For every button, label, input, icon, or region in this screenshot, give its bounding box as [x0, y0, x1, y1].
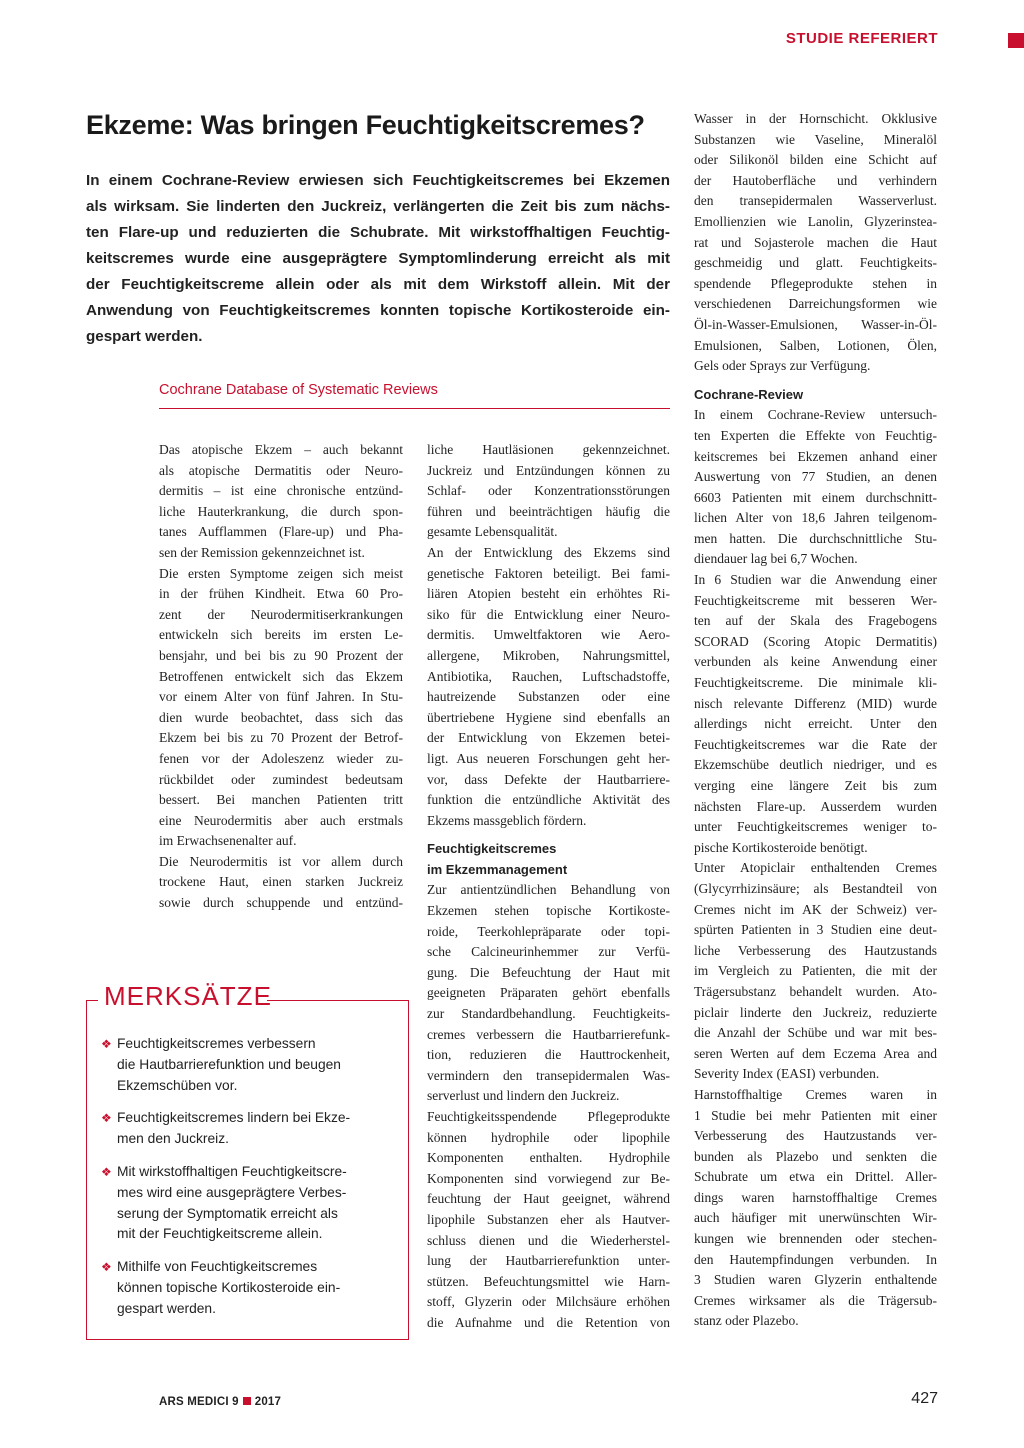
text-line: Ekzemen stehen topische Kortikoste-	[427, 903, 670, 919]
paragraph-gap	[427, 831, 670, 839]
text-line: cremes verbessern die Hautbarrierefunk-	[427, 1026, 670, 1042]
merksatz-line	[101, 1204, 391, 1225]
article-title: Ekzeme: Was bringen Feuchtigkeitscremes?	[86, 110, 645, 140]
merksatz-item	[101, 1108, 391, 1150]
section-marker	[1008, 33, 1024, 48]
subheading: Cochrane-Review	[694, 386, 804, 402]
text-line: allerdings nicht erreicht. Unter den	[694, 716, 937, 732]
text-line: Schubrate um etwa ein Drittel. Aller-	[694, 1169, 937, 1185]
text-line: Juckreiz und Entzündungen können zu	[427, 462, 670, 478]
text-line: 3 Studien waren Glyzerin enthaltende	[694, 1272, 937, 1288]
text-line: der Hautoberfläche und verhindern	[694, 172, 937, 188]
merksatz-text: Mit wirkstoffhaltigen Feuchtigkeitscre-	[117, 1163, 347, 1179]
merksatz-text: Mithilfe von Feuchtigkeitscremes	[117, 1259, 318, 1275]
merksatz-line	[101, 1183, 391, 1204]
merksatz-text: mes wird eine ausgeprägtere Verbes-	[117, 1184, 347, 1200]
text-line: Substanzen wie Vaseline, Mineralöl	[694, 131, 937, 147]
text-line: übertriebene Hygiene sind ebenfalls an	[427, 709, 670, 725]
text-line: SCORAD (Scoring Atopic Dermatitis)	[694, 633, 937, 649]
text-line: Schlaf- oder Konzentrationsstörungen	[427, 483, 670, 499]
lead-line: keitscremes wurde eine ausgeprägtere Symptomlinderung erreicht als mit	[86, 250, 670, 267]
text-line: men hatten. Die durchschnittliche Stu-	[694, 530, 937, 546]
lead-line: Anwendung von Feuchtigkeitscremes konnten topische Kortikosteroide ein-	[86, 302, 670, 319]
text-line: Öl-in-Wasser-Emulsionen, Wasser-in-Öl-	[694, 316, 937, 332]
text-line: Harnstoffhaltige Cremes waren in	[694, 1086, 937, 1102]
merksatz-text: können topische Kortikosteroide ein-	[117, 1279, 341, 1295]
text-line: funktion die entzündliche Aktivität des	[427, 792, 670, 808]
text-line: genetische Faktoren beteiligt. Bei fami-	[427, 565, 670, 581]
section-label: STUDIE REFERIERT	[785, 30, 938, 47]
text-line: verging eine längere Zeit bis zum	[694, 778, 937, 793]
text-line: roide, Teerkohlepräparate oder topi-	[427, 923, 670, 939]
merksatz-text: Ekzemschüben vor.	[117, 1077, 238, 1093]
text-line: 1 Studie bei mehr Patienten mit einer	[694, 1107, 937, 1123]
text-line: Ekzemschübe deutlich niedriger, und es	[694, 757, 937, 773]
text-line: in der frühen Kindheit. Etwa 60 Pro-	[159, 586, 403, 602]
text-line: fenen vor der Adoleszenz wieder zu-	[159, 750, 403, 766]
merksatz-text: men den Juckreiz.	[117, 1131, 229, 1147]
text-line: kungen wie brennenden oder stechen-	[694, 1231, 937, 1247]
merksatz-line	[101, 1129, 391, 1150]
text-line: geschmeidig und glatt. Feuchtigkeits-	[694, 255, 937, 271]
text-line: stanz oder Plazebo.	[694, 1313, 799, 1329]
text-line: eine Neurodermitis aber auch erstmals	[159, 812, 403, 828]
text-line: Gels oder Sprays zur Verfügung.	[694, 358, 871, 374]
text-line: entwickeln sich bereits im ersten Le-	[159, 627, 403, 643]
text-line: den transepidermalen Wasserverlust.	[694, 193, 937, 209]
text-line: Komponenten enthalten. Hydrophile	[427, 1150, 670, 1166]
merksatz-text: die Hautbarrierefunktion und beugen	[117, 1056, 341, 1072]
text-line: serverlust und lindern den Juckreiz.	[427, 1088, 620, 1104]
text-line: nisch relevante Differenz (MID) wurde	[694, 695, 937, 711]
text-line: feuchtung der Haut geeignet, während	[427, 1191, 670, 1207]
merksatz-line	[101, 1055, 391, 1076]
text-line: lung der Hautbarrierefunktion unter-	[427, 1253, 670, 1269]
text-line: rat und Sojasterole machen die Haut	[694, 234, 937, 250]
text-line: rückbildet oder zumindest bedeutsam	[159, 771, 403, 787]
merksatz-line	[101, 1224, 391, 1245]
text-line: Unter Atopiclair enthaltenden Cremes	[694, 860, 937, 876]
text-line: geeigneten Präparaten gehört ebenfalls	[427, 985, 670, 1001]
box-top-rule-left	[86, 1000, 98, 1001]
text-line: lipophile Substanzen eher als Hautver-	[427, 1211, 670, 1227]
text-line: Feuchtigkeitscreme. Die minimale kli-	[694, 675, 937, 691]
text-line: gesamte Lebensqualität.	[427, 524, 558, 540]
diamond-bullet-icon: ❖	[101, 1037, 112, 1051]
text-line: Trägersubstanz behandelt wurden. Ato-	[694, 983, 937, 999]
merksatz-item	[101, 1257, 391, 1319]
text-line: als atopische Dermatitis oder Neuro-	[159, 462, 403, 478]
merksatz-text: mit der Feuchtigkeitscreme allein.	[117, 1226, 323, 1242]
text-line: nächsten Flare-up. Ausserdem wurden	[694, 798, 937, 814]
text-line: Emulsionen, Salben, Lotionen, Ölen,	[694, 337, 937, 353]
text-line: stützen. Befeuchtungsmittel wie Harn-	[427, 1273, 670, 1289]
merksatz-line	[101, 1278, 391, 1299]
text-line: spürten Patienten in 3 Studien eine deut-	[694, 922, 937, 938]
text-line: ten Experten die Effekte von Feuchtig-	[694, 427, 937, 443]
text-line: dermitis – ist eine chronische entzünd-	[159, 483, 403, 499]
journal-year: 2017	[254, 1396, 282, 1408]
page-number: 427	[911, 1390, 938, 1407]
lead-line: als wirksam. Sie linderten den Juckreiz, verlängerten die Zeit bis zum nächs-	[86, 198, 670, 215]
text-line: pische Kortikosteroide benötigt.	[694, 839, 868, 855]
text-line: 6603 Patienten mit einem durchschnitt-	[694, 489, 937, 505]
text-line: Emollienzien wie Lanolin, Glyzerinstea-	[694, 213, 937, 229]
text-line: Severity Index (EASI) verbunden.	[694, 1066, 880, 1082]
lead-line: ten Flare-up und reduzierten die Schubrate. Mit wirkstoffhaltigen Feuchtig-	[86, 224, 670, 241]
text-line: vor einem Alter von fünf Jahren. In Stu-	[159, 689, 403, 705]
text-line: Auswertung von 77 Studien, an denen	[694, 469, 937, 485]
text-line: Ekzems massgeblich fördern.	[427, 812, 587, 828]
text-line: siko für die Entwicklung einer Neuro-	[427, 606, 670, 622]
subheading: im Ekzemmanagement	[427, 861, 568, 877]
lead-line: In einem Cochrane-Review erwiesen sich Feuchtigkeitscremes bei Ekzemen	[86, 172, 670, 189]
text-line: führen und beeinträchtigen häufig die	[427, 503, 670, 519]
merksaetze-title: MERKSÄTZE	[104, 981, 272, 1011]
merksatz-text: Feuchtigkeitscremes verbessern	[117, 1036, 316, 1051]
text-line: liche Verbesserung des Hautzustands	[694, 942, 937, 958]
text-line: Zur antientzündlichen Behandlung von	[427, 882, 670, 898]
merksatz-text: Feuchtigkeitscremes lindern bei Ekze-	[117, 1110, 351, 1126]
text-line: den Hautempfindungen verbunden. In	[694, 1251, 937, 1267]
paragraph-gap	[694, 377, 937, 385]
lead-line: gespart werden.	[86, 328, 203, 345]
text-line: vermindern den transepidermalen Was-	[427, 1067, 670, 1083]
text-line: gung. Die Befeuchtung der Haut mit	[427, 964, 670, 980]
merksatz-text: gespart werden.	[117, 1300, 216, 1316]
article-lead	[86, 168, 670, 350]
text-line: Wasser in der Hornschicht. Okklusive	[694, 111, 937, 126]
text-line: Cremes wirksamer als die Trägersub-	[694, 1292, 937, 1308]
text-line: Ekzem bei bis zu 70 Prozent der Betrof-	[159, 730, 403, 746]
text-line: dermitis. Umweltfaktoren wie Aero-	[427, 627, 670, 643]
text-line: Feuchtigkeitsspendende Pflegeprodukte	[427, 1109, 670, 1124]
article-source: Cochrane Database of Systematic Reviews	[159, 382, 438, 398]
text-line: im Erwachsenenalter auf.	[159, 833, 297, 849]
text-line: vor, dass Defekte der Hautbarriere-	[427, 771, 670, 787]
text-line: spendende Pflegeprodukte stehen in	[694, 275, 937, 291]
text-line: die Anzahl der Schübe und war mit bes-	[694, 1025, 937, 1041]
body-column-3	[694, 109, 937, 1332]
text-line: bessert. Bei manchen Patienten tritt	[159, 792, 403, 808]
merksatz-line	[101, 1108, 391, 1129]
text-line: liche Hauterkrankung, die durch spon-	[159, 503, 403, 519]
journal-name: ARS MEDICI 9	[159, 1396, 239, 1408]
text-line: Feuchtigkeitscreme mit besseren Wer-	[694, 592, 937, 608]
text-line: In 6 Studien war die Anwendung einer	[694, 572, 937, 588]
text-line: keitscremes bei Ekzemen anhand einer	[694, 448, 937, 464]
text-line: allergene, Mikroben, Nahrungsmittel,	[427, 647, 670, 663]
text-line: können hydrophile oder lipophile	[427, 1129, 670, 1145]
text-line: trockene Haut, einen starken Juckreiz	[159, 874, 403, 890]
merksaetze-list	[101, 1034, 391, 1332]
merksatz-line	[101, 1299, 391, 1320]
text-line: lichen Alter von 18,6 Jahren teilgenom-	[694, 510, 937, 526]
merksatz-line	[101, 1257, 391, 1278]
diamond-bullet-icon: ❖	[101, 1260, 112, 1275]
text-line: sen der Remission gekennzeichnet ist.	[159, 544, 365, 560]
text-line: tanes Aufflammen (Flare-up) und Pha-	[159, 524, 403, 540]
text-line: dien wurde beobachtet, dass sich das	[159, 709, 403, 725]
text-line: bensjahr, und bei bis zu 90 Prozent der	[159, 647, 403, 663]
text-line: der Entwicklung von Ekzemen betei-	[427, 730, 670, 746]
diamond-bullet-icon: ❖	[101, 1111, 112, 1126]
merksatz-line	[101, 1034, 391, 1055]
text-line: Komponenten sind vorwiegend zur Be-	[427, 1170, 670, 1186]
text-line: Das atopische Ekzem – auch bekannt	[159, 442, 403, 457]
merksatz-item	[101, 1034, 391, 1096]
text-line: diendauer lag bei 6,7 Wochen.	[694, 551, 858, 567]
text-line: Betroffenen entwickelt sich das Ekzem	[159, 668, 403, 684]
merksatz-line	[101, 1076, 391, 1097]
text-line: zent der Neurodermitiserkrankungen	[159, 606, 403, 622]
text-line: die Aufnahme und die Retention von	[427, 1314, 670, 1330]
text-line: liären Atopien besteht ein erhöhtes Ri-	[427, 586, 670, 602]
text-line: Cremes nicht im AK der Schweiz) ver-	[694, 901, 937, 917]
text-line: bunden als Plazebo und senkten die	[694, 1148, 937, 1164]
text-line: seren Werten auf dem Eczema Area and	[694, 1045, 937, 1061]
box-top-rule-right	[267, 1000, 409, 1001]
footer-journal	[159, 1396, 281, 1408]
body-column-2	[427, 440, 670, 1334]
text-line: auch häufiger mit unerwünschten Wir-	[694, 1210, 937, 1226]
text-line: tion, reduzieren die Hauttrockenheit,	[427, 1047, 670, 1063]
text-line: verschiedenen Darreichungsformen wie	[694, 296, 937, 312]
text-line: piclair linderte den Juckreiz, reduzierte	[694, 1004, 937, 1020]
text-line: unter Feuchtigkeitscremes weniger to-	[694, 819, 937, 835]
merksatz-item	[101, 1162, 391, 1245]
text-line: (Glycyrrhizinsäure; als Bestandteil von	[694, 880, 937, 896]
text-line: Antibiotika, Rauchen, Luftschadstoffe,	[427, 668, 670, 684]
text-line: sowie durch schuppende und entzünd-	[159, 895, 403, 911]
text-line: oder Silikonöl bilden eine Schicht auf	[694, 152, 937, 168]
text-line: sche Calcineurinhemmer zur Verfü-	[427, 944, 670, 960]
text-line: dings waren harnstoffhaltige Cremes	[694, 1189, 937, 1205]
text-line: In einem Cochrane-Review untersuch-	[694, 407, 937, 423]
text-line: Feuchtigkeitscremes war die Rate der	[694, 736, 937, 752]
text-line: Verbesserung des Hautzustands ver-	[694, 1128, 937, 1144]
text-line: zur Standardbehandlung. Feuchtigkeits-	[427, 1006, 670, 1022]
merksatz-line	[101, 1162, 391, 1183]
text-line: ligt. Aus neueren Forschungen geht her-	[427, 750, 670, 766]
subheading: Feuchtigkeitscremes	[427, 841, 557, 857]
footer-square	[243, 1397, 251, 1405]
lead-line: der Feuchtigkeitscreme allein oder als mit dem Wirkstoff allein. Mit der	[86, 276, 670, 293]
text-line: Die ersten Symptome zeigen sich meist	[159, 565, 403, 581]
text-line: liche Hautläsionen gekennzeichnet.	[427, 442, 670, 457]
text-line: stoff, Glyzerin oder Milchsäure erhöhen	[427, 1294, 670, 1310]
merksatz-text: serung der Symptomatik erreicht als	[117, 1205, 338, 1221]
body-column-1	[159, 440, 403, 914]
text-line: An der Entwicklung des Ekzems sind	[427, 544, 670, 560]
source-divider	[159, 408, 670, 409]
text-line: hautreizende Substanzen oder eine	[427, 689, 670, 705]
text-line: ten auf der Skala des Fragebogens	[694, 613, 937, 629]
diamond-bullet-icon: ❖	[101, 1164, 112, 1179]
text-line: im Vergleich zu Patienten, die mit der	[694, 963, 937, 979]
text-line: Die Neurodermitis ist vor allem durch	[159, 853, 403, 869]
text-line: verbunden als keine Anwendung einer	[694, 654, 937, 670]
text-line: schluss dienen und die Wiederherstel-	[427, 1232, 670, 1248]
